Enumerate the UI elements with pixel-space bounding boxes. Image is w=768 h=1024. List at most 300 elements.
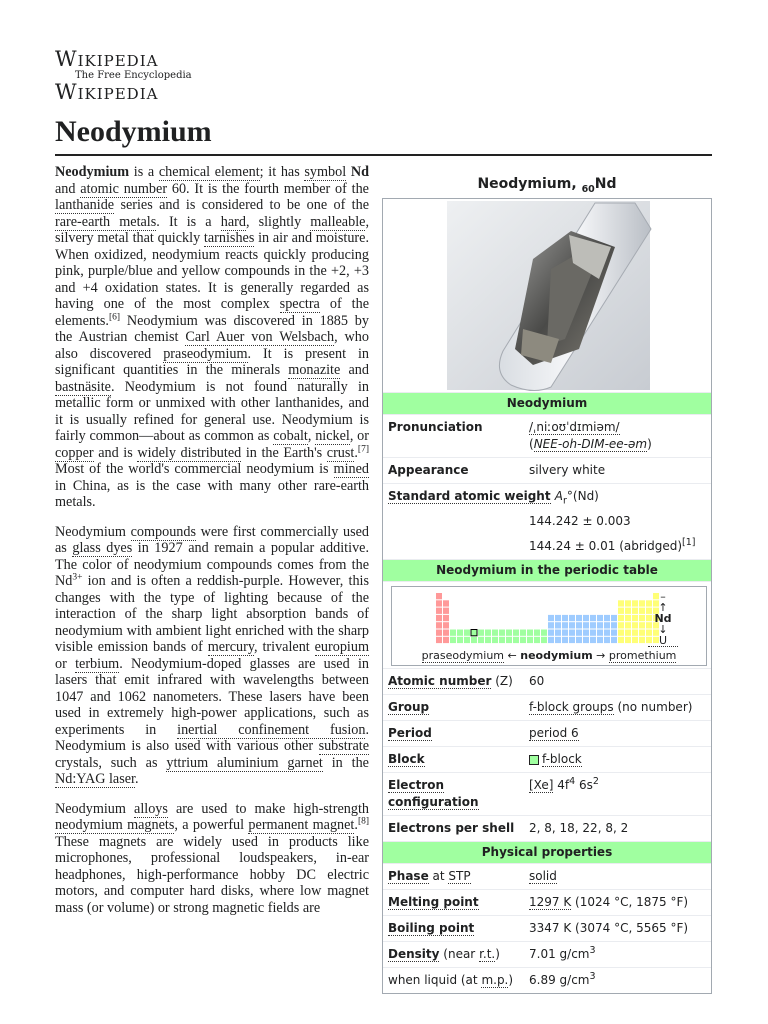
saw-value-2 bbox=[524, 534, 711, 559]
row-atomic-number bbox=[383, 669, 711, 695]
pt-cell bbox=[506, 630, 512, 636]
text: . bbox=[354, 444, 358, 461]
pt-cell bbox=[499, 637, 505, 643]
density-value bbox=[524, 942, 711, 967]
block-label bbox=[383, 747, 524, 772]
row-phase bbox=[383, 864, 711, 890]
pt-cell bbox=[569, 615, 575, 621]
melt-link[interactable]: Melting point bbox=[388, 895, 479, 909]
row-standard-atomic-weight bbox=[383, 484, 711, 509]
text: Most of the world's commercial neodymium is bbox=[55, 461, 334, 477]
text: in the Earth's bbox=[241, 444, 327, 461]
liquid-label bbox=[383, 968, 524, 993]
paragraph-3 bbox=[55, 801, 369, 917]
citation[interactable]: [1] bbox=[682, 537, 696, 548]
pt-cell bbox=[597, 630, 603, 636]
pt-cell bbox=[597, 615, 603, 621]
solid-link[interactable]: solid bbox=[529, 869, 557, 883]
rt-link[interactable]: r.t. bbox=[479, 947, 496, 961]
pt-cell bbox=[436, 622, 442, 628]
pt-cell bbox=[450, 630, 456, 636]
config-label bbox=[383, 773, 524, 815]
up-arrow-icon: ↑ bbox=[658, 601, 668, 614]
pt-cell bbox=[569, 637, 575, 643]
article-body bbox=[55, 164, 369, 929]
pt-cell bbox=[611, 630, 617, 636]
pt-cell bbox=[632, 615, 638, 621]
pt-cell bbox=[639, 600, 645, 606]
pt-cell bbox=[562, 622, 568, 628]
pt-cell bbox=[555, 637, 561, 643]
ar-symbol: A bbox=[554, 489, 563, 503]
pt-cell bbox=[527, 637, 533, 643]
section-header-name: Neodymium bbox=[383, 393, 711, 415]
pt-cell bbox=[583, 622, 589, 628]
section-header-physical: Physical properties bbox=[383, 842, 711, 864]
infobox bbox=[382, 170, 712, 994]
pt-cell bbox=[618, 637, 624, 643]
text: , or bbox=[349, 428, 369, 444]
wikipedia-logo[interactable] bbox=[55, 48, 195, 103]
pt-cell bbox=[555, 615, 561, 621]
period-value bbox=[524, 721, 711, 746]
pt-cell bbox=[562, 615, 568, 621]
density-link[interactable]: Density bbox=[388, 947, 440, 961]
link[interactable]: spectra bbox=[279, 296, 320, 312]
spacer bbox=[383, 534, 524, 542]
phase-link[interactable]: Phase bbox=[388, 869, 429, 883]
text: , slightly bbox=[245, 213, 311, 230]
pt-cell bbox=[632, 630, 638, 636]
infobox-title bbox=[382, 170, 712, 198]
link[interactable]: Nd:YAG laser bbox=[55, 771, 135, 787]
pt-cell bbox=[618, 600, 624, 606]
saw-label bbox=[383, 484, 692, 509]
tagline: The Free Encyclopedia bbox=[75, 70, 192, 81]
pt-cell bbox=[590, 622, 596, 628]
pt-cell bbox=[436, 637, 442, 643]
text: These magnets are widely used in products like microphones, professional loudspeakers, in-ear headphones, high-performance hobby DC electric motors, and computer hard disks, where low magnet mass (or volume) or strong magnetic fields are bbox=[55, 833, 369, 916]
text: or bbox=[55, 655, 76, 672]
text: . Neodymium-doped glasses are used in lasers that emit infrared with wavelengths between 1047 and 1062 nanometers. These lasers have been used in extremely high-power applications, such as experiments in bbox=[55, 655, 369, 738]
pt-cell bbox=[625, 630, 631, 636]
pt-cell bbox=[485, 637, 491, 643]
text: and bbox=[55, 180, 81, 197]
link[interactable]: alloys bbox=[134, 800, 168, 817]
promethium-link[interactable]: promethium bbox=[608, 649, 677, 662]
title-text: Neodymium, bbox=[477, 176, 582, 192]
pt-cell bbox=[464, 630, 470, 636]
pt-cell bbox=[499, 630, 505, 636]
text: Neodymium bbox=[55, 523, 131, 540]
density-label bbox=[383, 942, 524, 967]
link[interactable]: tarnishes bbox=[203, 230, 255, 246]
pt-cell bbox=[548, 615, 554, 621]
degree: ° bbox=[566, 489, 573, 503]
pt-cell bbox=[632, 622, 638, 628]
text: Neodymium was discovered in 1885 by the Austrian chemist bbox=[55, 312, 369, 345]
pt-cell bbox=[576, 630, 582, 636]
pt-cell bbox=[443, 637, 449, 643]
pt-cell bbox=[450, 637, 456, 643]
xenon-link[interactable]: [Xe] bbox=[529, 778, 554, 792]
link[interactable]: inertial confinement fusion bbox=[177, 721, 366, 738]
text: were first commercially used as bbox=[55, 523, 369, 556]
pt-cell bbox=[443, 615, 449, 621]
pt-cell bbox=[576, 637, 582, 643]
pt-cell bbox=[604, 630, 610, 636]
pt-cell bbox=[436, 608, 442, 614]
pt-cell bbox=[520, 630, 526, 636]
kelvin-link[interactable]: 1297 K bbox=[529, 895, 572, 909]
pt-cell bbox=[485, 630, 491, 636]
phase-value bbox=[524, 864, 711, 889]
pt-cell bbox=[527, 630, 533, 636]
pt-cell bbox=[436, 630, 442, 636]
left-arrow: ← bbox=[504, 649, 521, 662]
text: in 1927 and remain a popular additive. The color of neodymium compounds comes from the Nd bbox=[55, 540, 370, 589]
atomic-number-link[interactable]: Atomic number bbox=[388, 674, 492, 688]
bold-term: Neodymium bbox=[55, 164, 130, 180]
text: ) bbox=[647, 437, 652, 451]
row-saw-value-1 bbox=[383, 509, 711, 534]
link[interactable]: neodymium magnets bbox=[55, 817, 175, 833]
row-melting-point bbox=[383, 890, 711, 916]
exp: 2 bbox=[592, 776, 599, 787]
melt-value bbox=[524, 890, 711, 915]
atomic-number-value: 60 bbox=[529, 674, 545, 688]
boil-label bbox=[383, 916, 524, 941]
saw-link[interactable]: Standard atomic weight bbox=[388, 489, 551, 503]
pt-symbol: Nd bbox=[654, 612, 672, 625]
pt-cell bbox=[436, 615, 442, 621]
pt-cell bbox=[541, 637, 547, 643]
pt-cell bbox=[555, 622, 561, 628]
link[interactable]: substrate bbox=[318, 738, 369, 754]
row-pronunciation bbox=[383, 415, 711, 458]
down-arrow-icon: ↓ bbox=[658, 623, 668, 636]
saw-value-1: 144.242 ± 0.003 bbox=[529, 514, 631, 528]
row-electrons-per-shell bbox=[383, 816, 711, 842]
pt-cell bbox=[625, 637, 631, 643]
row-period bbox=[383, 721, 711, 747]
pt-cell bbox=[625, 615, 631, 621]
link[interactable]: mined bbox=[333, 461, 369, 477]
text: in China, as is the case with many other rare-earth metals. bbox=[55, 477, 369, 510]
pt-cell bbox=[632, 637, 638, 643]
superscript: 3+ bbox=[72, 572, 83, 583]
text: and bbox=[340, 362, 369, 378]
text: , trivalent bbox=[254, 639, 315, 655]
pt-cell bbox=[583, 630, 589, 636]
link[interactable]: monazite bbox=[288, 362, 341, 378]
ar-sub: r bbox=[563, 495, 567, 507]
text: 6.89 g/cm bbox=[529, 973, 590, 987]
pt-cell bbox=[604, 615, 610, 621]
stp-link[interactable]: STP bbox=[448, 869, 471, 883]
text: when liquid (at bbox=[388, 973, 482, 987]
pt-cell bbox=[471, 630, 477, 636]
pt-cell bbox=[492, 630, 498, 636]
text: in air and moisture. When oxidized, neodymium reacts quickly producing pink, purple/blue and yellow compounds in the +2, +3 and +4 oxidation states. It is generally regarded as having one of the most complex bbox=[55, 230, 369, 312]
link[interactable]: nickel bbox=[315, 428, 350, 444]
boil-link[interactable]: Boiling point bbox=[388, 921, 475, 935]
link[interactable]: glass dyes bbox=[72, 540, 133, 556]
element-paren: (Nd) bbox=[572, 489, 599, 503]
group-label bbox=[383, 695, 524, 720]
bold-term: Nd bbox=[350, 164, 369, 180]
link[interactable]: atomic number bbox=[80, 180, 168, 197]
link[interactable]: terbium bbox=[75, 655, 120, 672]
paragraph-1 bbox=[55, 164, 369, 511]
text: . It is a bbox=[156, 213, 221, 230]
pt-cell bbox=[618, 615, 624, 621]
pt-cell bbox=[562, 630, 568, 636]
periodic-table-mini bbox=[436, 590, 676, 653]
pt-cell bbox=[583, 637, 589, 643]
pt-cell bbox=[590, 615, 596, 621]
text: ; it has bbox=[259, 164, 305, 180]
pt-cell bbox=[597, 622, 603, 628]
infobox-table bbox=[382, 198, 712, 994]
pronunciation-label: Pronunciation bbox=[388, 420, 483, 434]
pt-cell bbox=[604, 622, 610, 628]
pt-cell bbox=[513, 637, 519, 643]
pt-cell bbox=[625, 622, 631, 628]
f-block-swatch-icon bbox=[529, 755, 539, 765]
text: in the bbox=[322, 754, 369, 771]
atomic-number-sub: 60 bbox=[581, 183, 595, 195]
text: . Neodymium is also used with various other bbox=[55, 721, 370, 754]
pt-self: neodymium bbox=[520, 649, 593, 662]
pt-cell bbox=[569, 622, 575, 628]
pt-cell bbox=[492, 637, 498, 643]
text: , who also discovered bbox=[55, 329, 369, 362]
link[interactable]: widely distributed bbox=[137, 444, 242, 461]
text: series and is considered to be one of the bbox=[114, 197, 369, 213]
exp: 4 bbox=[569, 776, 576, 787]
text: crystals, such as bbox=[55, 754, 167, 771]
text: (3074 °C, 5565 °F) bbox=[571, 921, 689, 935]
pt-cell bbox=[632, 600, 638, 606]
pt-cell bbox=[639, 622, 645, 628]
section-header-periodic-table: Neodymium in the periodic table bbox=[383, 560, 711, 582]
citation[interactable]: [7] bbox=[357, 443, 369, 454]
pt-cell bbox=[443, 608, 449, 614]
text: of the elements. bbox=[55, 296, 369, 329]
phase-label bbox=[383, 864, 524, 889]
pt-cell bbox=[618, 608, 624, 614]
pt-cell bbox=[562, 637, 568, 643]
pt-cell bbox=[618, 622, 624, 628]
link[interactable]: chemical element bbox=[158, 164, 260, 180]
pt-cell bbox=[597, 637, 603, 643]
link[interactable]: lanthanide bbox=[55, 197, 115, 213]
link[interactable]: cobalt bbox=[273, 428, 308, 444]
row-saw-value-2 bbox=[383, 534, 711, 560]
text: and is bbox=[93, 444, 138, 461]
pt-cell bbox=[548, 637, 554, 643]
pt-above: – bbox=[660, 590, 666, 603]
boil-value bbox=[524, 916, 711, 941]
mp-link[interactable]: m.p. bbox=[481, 973, 509, 987]
f-block-link[interactable]: f-block bbox=[542, 752, 582, 766]
link[interactable]: compounds bbox=[130, 523, 196, 540]
row-density bbox=[383, 942, 711, 968]
period-link[interactable]: Period bbox=[388, 726, 432, 740]
pt-cell bbox=[611, 615, 617, 621]
text: ) bbox=[495, 947, 500, 961]
block-value bbox=[524, 747, 711, 772]
pt-cell bbox=[583, 615, 589, 621]
pt-cell bbox=[625, 600, 631, 606]
text: at bbox=[428, 869, 449, 883]
pt-cell bbox=[506, 637, 512, 643]
row-group bbox=[383, 695, 711, 721]
pt-cell bbox=[436, 593, 442, 599]
pt-neighbor-column bbox=[648, 591, 678, 647]
text: is a bbox=[129, 164, 159, 180]
pt-cell bbox=[520, 637, 526, 643]
pt-cell bbox=[576, 622, 582, 628]
page-title: Neodymium bbox=[55, 112, 712, 156]
link[interactable]: mercury bbox=[207, 639, 255, 655]
pt-cell bbox=[457, 630, 463, 636]
text: , a powerful bbox=[174, 817, 249, 833]
pt-cell bbox=[513, 630, 519, 636]
pt-cell bbox=[590, 630, 596, 636]
pt-cell bbox=[541, 630, 547, 636]
appearance-label: Appearance bbox=[388, 463, 469, 477]
pt-cell bbox=[555, 630, 561, 636]
text: 144.24 ± 0.01 (abridged) bbox=[529, 539, 683, 553]
link[interactable]: copper bbox=[55, 444, 94, 461]
link[interactable]: hard bbox=[220, 213, 246, 230]
exp: 3 bbox=[589, 971, 596, 982]
group-link[interactable]: Group bbox=[388, 700, 430, 714]
pt-cell bbox=[436, 600, 442, 606]
link[interactable]: bastnäsite bbox=[55, 378, 111, 395]
pt-cell bbox=[639, 630, 645, 636]
link[interactable]: symbol bbox=[304, 164, 347, 180]
group-value bbox=[524, 695, 711, 720]
text: (no number) bbox=[613, 700, 693, 714]
row-appearance bbox=[383, 458, 711, 484]
text: (near bbox=[439, 947, 480, 961]
atomic-number-label bbox=[383, 669, 524, 694]
liquid-value bbox=[524, 968, 711, 993]
row-block bbox=[383, 747, 711, 773]
text: . Neodymium is not found naturally in metallic form or unmixed with other lanthanides, and it is usually refined for general use. Neodymium is fairly common—about as common as bbox=[55, 378, 369, 444]
link[interactable]: malleable bbox=[310, 213, 366, 230]
text: ( bbox=[529, 437, 534, 451]
pronunciation-value bbox=[524, 415, 711, 457]
pt-cell bbox=[534, 637, 540, 643]
ipa-link[interactable]: /ˌniːoʊˈdɪmiəm/ bbox=[529, 420, 620, 434]
pt-cell bbox=[590, 637, 596, 643]
row-electron-configuration bbox=[383, 773, 711, 816]
periodic-table-box[interactable] bbox=[391, 586, 707, 666]
text: ) bbox=[508, 973, 514, 987]
wordmark: Wikipedia bbox=[55, 47, 159, 71]
neodymium-sample-image bbox=[383, 199, 711, 392]
pt-cell bbox=[471, 637, 477, 643]
text: . bbox=[354, 817, 358, 833]
melt-label bbox=[383, 890, 524, 915]
text: Neodymium bbox=[55, 800, 135, 817]
link[interactable]: Carl Auer von Welsbach bbox=[185, 329, 335, 345]
spacer bbox=[383, 509, 524, 517]
eps-value: 2, 8, 18, 22, 8, 2 bbox=[529, 821, 629, 835]
text: ion and is often a reddish-purple. However, this changes with the type of lighting because of the interaction of the sharp light absorption bands of neodymium with ambient light enriched with the sharp visible emission bands of bbox=[55, 573, 369, 655]
pt-cell bbox=[618, 630, 624, 636]
link[interactable]: europium bbox=[314, 639, 369, 655]
pt-cell bbox=[478, 630, 484, 636]
respelling-link[interactable]: NEE-oh-DIM-ee-əm bbox=[533, 437, 648, 451]
text: 6s bbox=[575, 778, 593, 792]
pt-cell bbox=[576, 615, 582, 621]
text: , bbox=[307, 428, 316, 444]
pt-cell bbox=[534, 630, 540, 636]
config-link[interactable]: Electron configuration bbox=[388, 778, 479, 809]
link[interactable]: rare-earth metals bbox=[55, 213, 157, 230]
period-label bbox=[383, 721, 524, 746]
block-link[interactable]: Block bbox=[388, 752, 425, 766]
pt-cell bbox=[639, 637, 645, 643]
citation[interactable]: [8] bbox=[357, 816, 370, 827]
pt-cell bbox=[639, 615, 645, 621]
text: 3347 K bbox=[529, 921, 572, 935]
link[interactable]: praseodymium bbox=[163, 345, 248, 362]
symbol: Nd bbox=[594, 176, 617, 192]
link[interactable]: crust bbox=[326, 444, 355, 461]
text: , silvery metal that quickly bbox=[55, 213, 369, 246]
f-block-groups-link[interactable]: f-block groups bbox=[529, 700, 614, 714]
pt-cell bbox=[443, 630, 449, 636]
appearance-value: silvery white bbox=[529, 463, 606, 477]
text: are used to make high-strength bbox=[167, 800, 369, 817]
link[interactable]: yttrium aluminium garnet bbox=[166, 754, 323, 771]
pt-cell bbox=[464, 637, 470, 643]
z-symbol: (Z) bbox=[491, 674, 513, 688]
text: 7.01 g/cm bbox=[529, 947, 590, 961]
paragraph-2 bbox=[55, 524, 369, 788]
row-boiling-point bbox=[383, 916, 711, 942]
element-photo[interactable] bbox=[383, 199, 711, 393]
link[interactable]: permanent magnet bbox=[248, 817, 355, 833]
pt-cell bbox=[457, 637, 463, 643]
text: . bbox=[135, 771, 139, 787]
pt-cell bbox=[632, 608, 638, 614]
right-arrow: → bbox=[592, 649, 609, 662]
text: (1024 °C, 1875 °F) bbox=[571, 895, 689, 909]
row-density-liquid bbox=[383, 968, 711, 993]
periodic-table-panel bbox=[383, 582, 711, 669]
pt-cell bbox=[478, 637, 484, 643]
period-6-link[interactable]: period 6 bbox=[529, 726, 579, 740]
pt-below-link[interactable]: U bbox=[648, 635, 678, 647]
praseodymium-link[interactable]: praseodymium bbox=[421, 649, 505, 662]
pt-cell bbox=[625, 608, 631, 614]
text: 4f bbox=[553, 778, 570, 792]
text: . It is present in significant quantities in the minerals bbox=[55, 345, 369, 378]
config-value bbox=[524, 773, 711, 798]
pt-cell bbox=[611, 622, 617, 628]
citation[interactable]: [6] bbox=[108, 311, 121, 322]
pt-cell bbox=[548, 622, 554, 628]
eps-label: Electrons per shell bbox=[388, 821, 515, 835]
wordmark-secondary: Wikipedia bbox=[55, 80, 159, 104]
